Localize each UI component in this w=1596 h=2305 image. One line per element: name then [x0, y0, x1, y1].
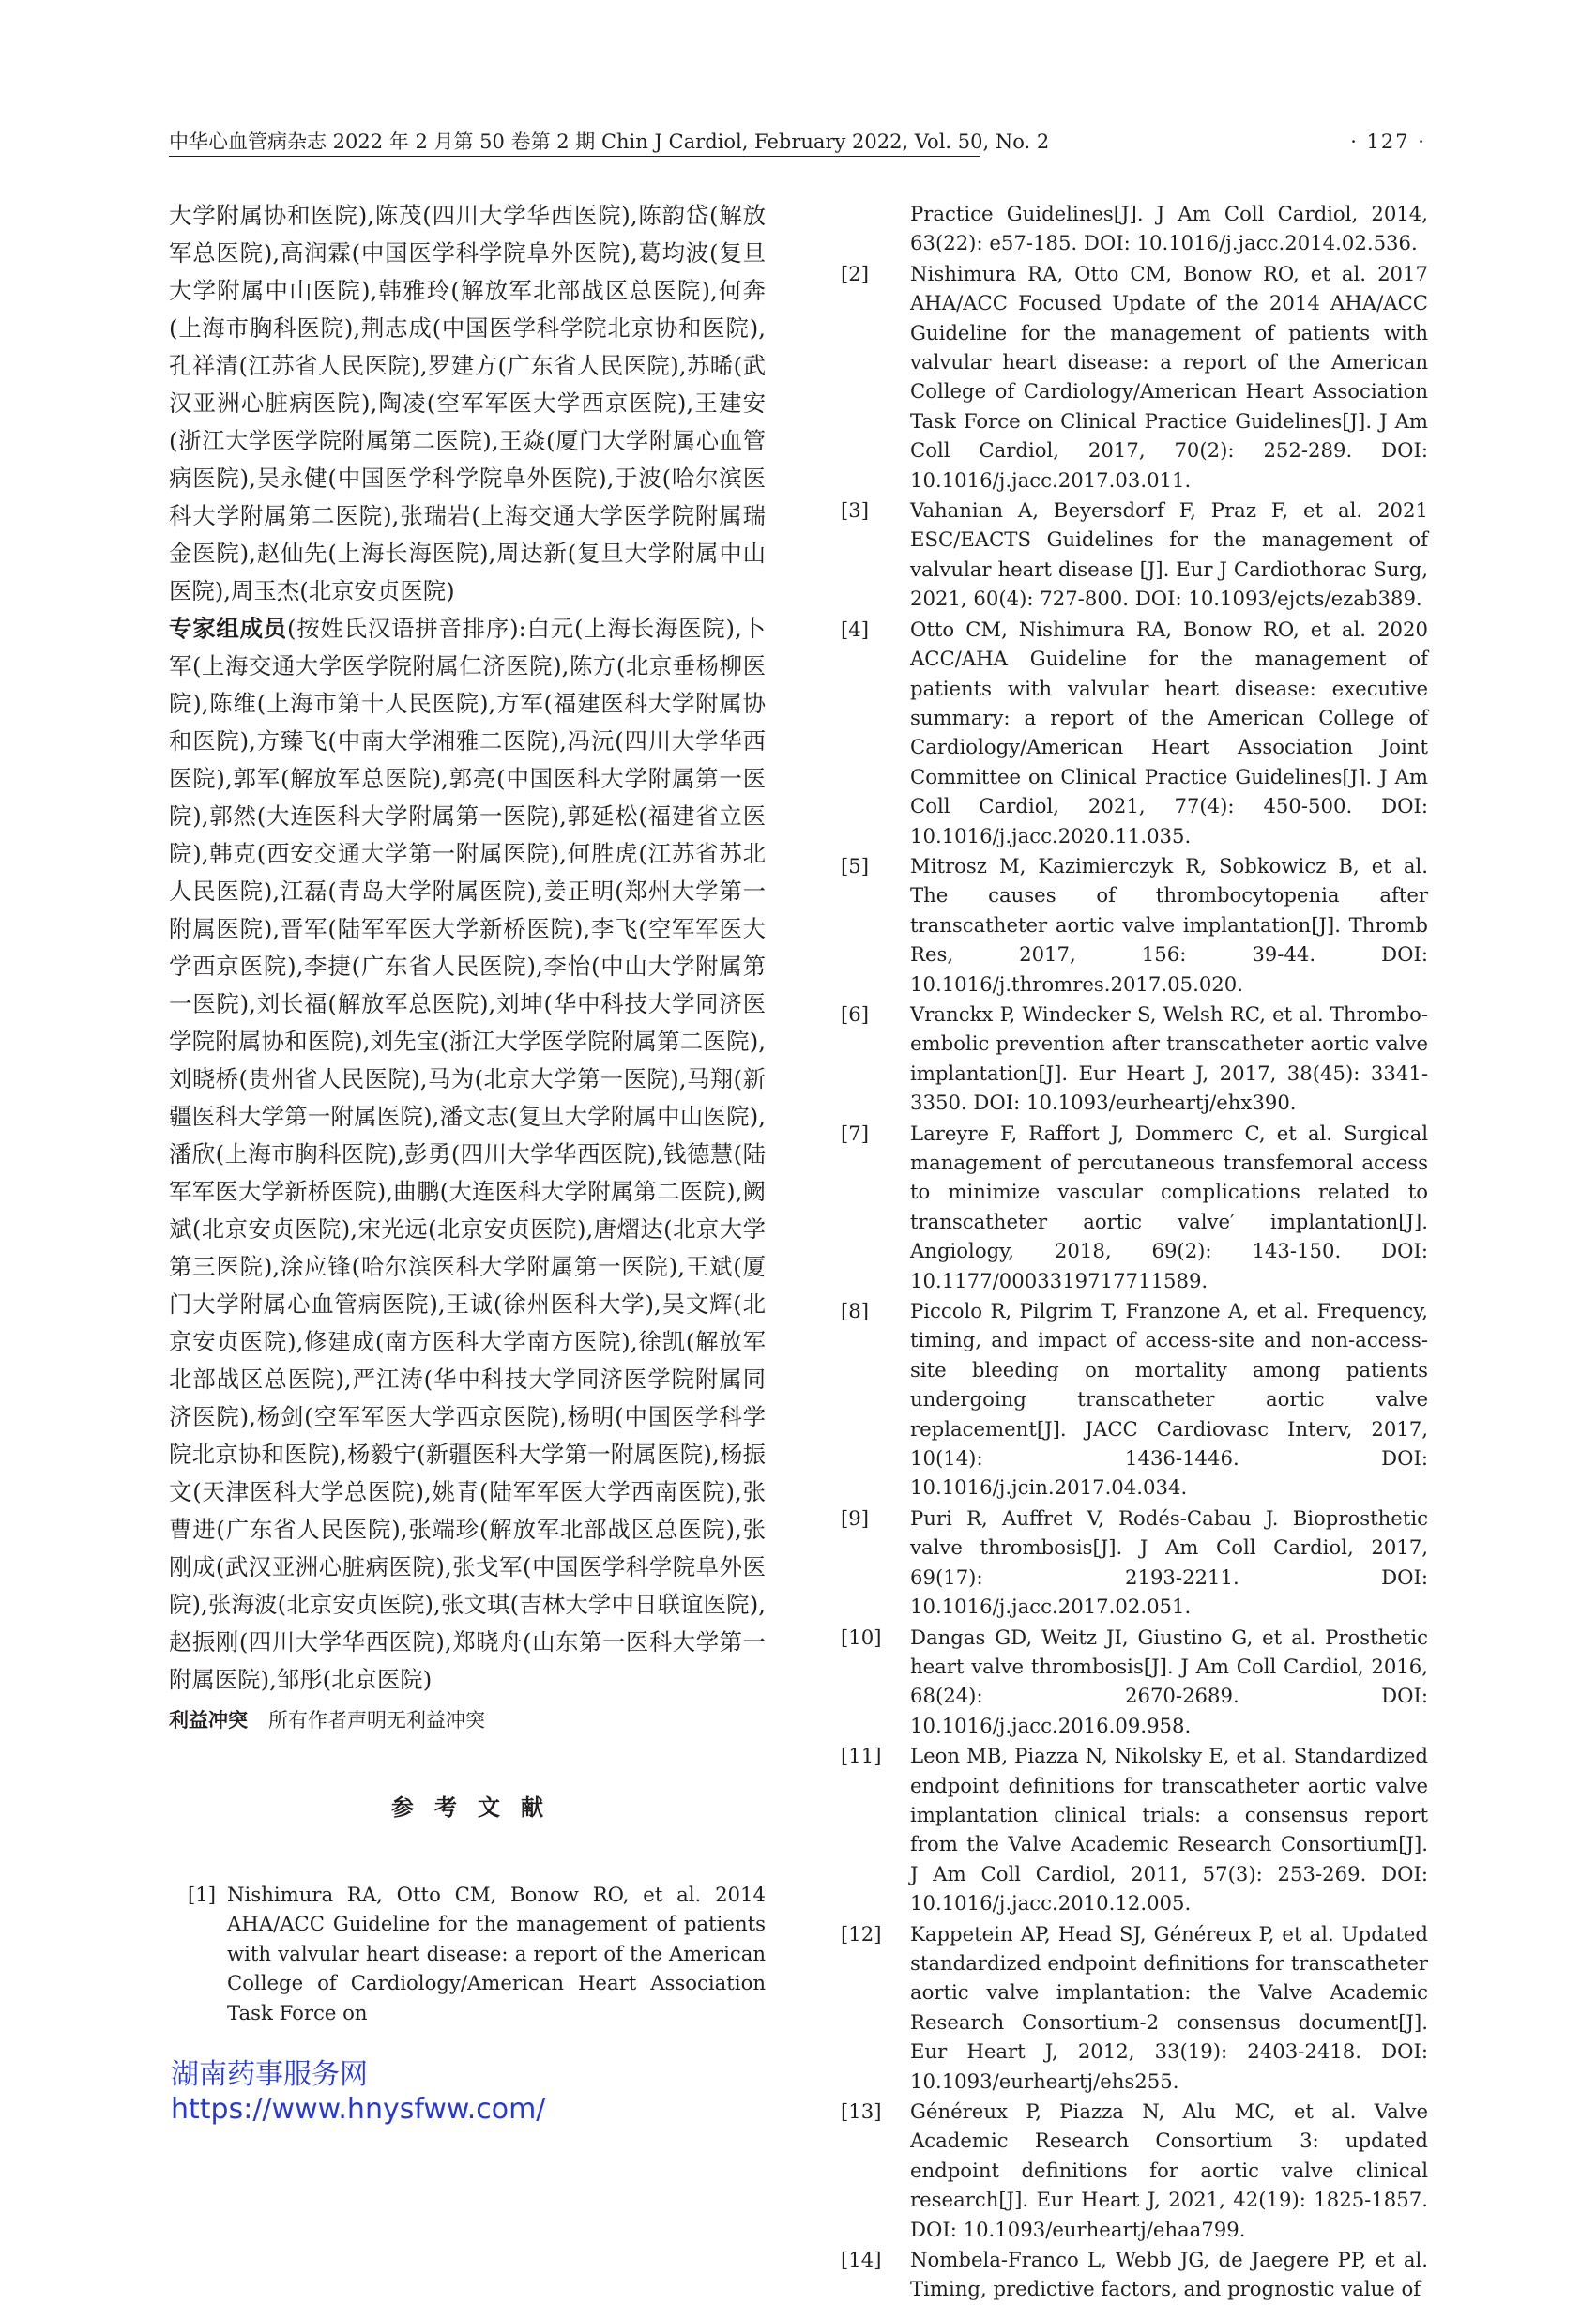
reference-text: Dangas GD, Weitz JI, Giustino G, et al. Prosthetic heart valve thrombosis[J]. J Am Coll Cardiol, 2016, 68(24): 2670-2689. DOI: 10.1016/j.jacc.2016.09.958.: [910, 1625, 1428, 1737]
reference-item: [828, 496, 1428, 614]
reference-item: [828, 851, 1428, 999]
reference-text: Otto CM, Nishimura RA, Bonow RO, et al. 2020 ACC/AHA Guideline for the management of patients with valvular heart disease: executive summary: a report of the American College of Cardiology/American Heart Association Joint Committee on Clinical Practice Guidelines[J]. J Am Coll Cardiol, 2021, 77(4): 450-500. DOI: 10.1016/j.jacc.2020.11.035.: [910, 617, 1428, 847]
site-watermark: [171, 2057, 602, 2127]
reference-text: Nombela-Franco L, Webb JG, de Jaegere PP, et al. Timing, predictive factors, and prognostic value of: [910, 2248, 1428, 2301]
conflict-of-interest: [169, 1702, 766, 1738]
reference-number: [3]: [841, 498, 870, 523]
coi-label: 利益冲突: [169, 1709, 248, 1732]
right-column: [828, 199, 1428, 2305]
reference-item: [828, 259, 1428, 495]
references-title: 参考文献: [391, 1794, 564, 1821]
experts-paragraph: [169, 610, 766, 1699]
reference-item: [828, 615, 1428, 850]
reference-text: Vranckx P, Windecker S, Welsh RC, et al. Thrombo-embolic prevention after transcatheter aortic valve implantation[J]. Eur Heart J, 2017, 38(45): 3341-3350. DOI: 10.1093/eurheartj/ehx390.: [910, 1001, 1428, 1115]
reference-text: Généreux P, Piazza N, Alu MC, et al. Valve Academic Research Consortium 3: updated endpoint definitions for aortic valve clinical research[J]. Eur Heart J, 2021, 42(19): 1825-1857. DOI: 10.1093/eurheartj/ehaa799.: [910, 2099, 1428, 2241]
reference-item: [828, 1504, 1428, 1622]
reference-text: Mitrosz M, Kazimierczyk R, Sobkowicz B, et al. The causes of thrombocytopenia after transcatheter aortic valve implantation[J]. Thromb Res, 2017, 156: 39-44. DOI: 10.1016/j.thromres.2017.05.020.: [910, 853, 1428, 996]
committee-members-text: 大学附属协和医院),陈茂(四川大学华西医院),陈韵岱(解放军总医院),高润霖(中国医学科学院阜外医院),葛均波(复旦大学附属中山医院),韩雅玲(解放军北部战区总医院),何奔(上海市胸科医院),荆志成(中国医学科学院北京协和医院),孔祥清(江苏省人民医院),罗建方(广东省人民医院),苏晞(武汉亚洲心脏病医院),陶凌(空军军医大学西京医院),王建安(浙江大学医学院附属第二医院),王焱(厦门大学附属心血管病医院),吴永健(中国医学科学院阜外医院),于波(哈尔滨医科大学附属第二医院),张瑞岩(上海交通大学医学院附属瑞金医院),赵仙先(上海长海医院),周达新(复旦大学附属中山医院),周玉杰(北京安贞医院): [169, 202, 766, 604]
reference-text: Piccolo R, Pilgrim T, Franzone A, et al. Frequency, timing, and impact of access-site and non-access-site bleeding on mortality among patients undergoing transcatheter aortic valve replacement[J]. JACC Cardiovasc Interv, 2017, 10(14): 1436-1446. DOI: 10.1016/j.jcin.2017.04.034.: [910, 1299, 1428, 1500]
reference-number: [11]: [841, 1744, 882, 1768]
reference-number: [9]: [841, 1505, 870, 1530]
page-number: · 127 ·: [1350, 130, 1426, 153]
reference-item: [169, 1880, 766, 2027]
reference-number: [14]: [841, 2248, 882, 2272]
reference-number: [5]: [841, 853, 870, 878]
reference-item: [828, 1296, 1428, 1503]
reference-item: [828, 1000, 1428, 1118]
reference-item: [828, 2245, 1428, 2304]
coi-text: 所有作者声明无利益冲突: [268, 1709, 485, 1732]
watermark-site-name: 湖南药事服务网: [171, 2058, 368, 2091]
reference-text: Nishimura RA, Otto CM, Bonow RO, et al. 2017 AHA/ACC Focused Update of the 2014 AHA/ACC Guideline for the management of patients with valvular heart disease: a report of the American College of Cardiology/American Heart Association Task Force on Clinical Practice Guidelines[J]. J Am Coll Cardiol, 2017, 70(2): 252-289. DOI: 10.1016/j.jacc.2017.03.011.: [910, 261, 1428, 492]
reference-number: [10]: [841, 1625, 882, 1649]
reference-text: Lareyre F, Raffort J, Dommerc C, et al. Surgical management of percutaneous transfemoral access to minimize vascular complications related to transcatheter aortic valve′ implantation[J]. Angiology, 2018, 69(2): 143-150. DOI: 10.1177/0003319717711589.: [910, 1121, 1428, 1292]
reference-continuation: Practice Guidelines[J]. J Am Coll Cardiol, 2014, 63(22): e57-185. DOI: 10.1016/j.jacc.2014.02.536.: [910, 202, 1428, 255]
reference-text: Puri R, Auffret V, Rodés-Cabau J. Bioprosthetic valve thrombosis[J]. J Am Coll Cardiol, 2017, 69(17): 2193-2211. DOI: 10.1016/j.jacc.2017.02.051.: [910, 1505, 1428, 1619]
reference-number: [7]: [841, 1121, 870, 1145]
reference-item: [828, 1919, 1428, 2096]
reference-number: [4]: [841, 617, 870, 641]
reference-number: [1]: [188, 1883, 217, 1906]
reference-item: [828, 1623, 1428, 1741]
reference-text: Nishimura RA, Otto CM, Bonow RO, et al. 2014 AHA/ACC Guideline for the management of patients with valvular heart disease: a report of the American College of Cardiology/American Heart Association Task Force on: [227, 1883, 766, 2024]
experts-text: (按姓氏汉语拼音排序):白元(上海长海医院),卜军(上海交通大学医学院附属仁济医院),陈方(北京垂杨柳医院),陈维(上海市第十人民医院),方军(福建医科大学附属协和医院),方臻飞(中南大学湘雅二医院),冯沅(四川大学华西医院),郭军(解放军总医院),郭亮(中国医科大学附属第一医院),郭然(大连医科大学附属第一医院),郭延松(福建省立医院),韩克(西安交通大学第一附属医院),何胜虎(江苏省苏北人民医院),江磊(青岛大学附属医院),姜正明(郑州大学第一附属医院),晋军(陆军军医大学新桥医院),李飞(空军军医大学西京医院),李捷(广东省人民医院),李怡(中山大学附属第一医院),刘长福(解放军总医院),刘坤(华中科技大学同济医学院附属协和医院),刘先宝(浙江大学医学院附属第二医院),刘晓桥(贵州省人民医院),马为(北京大学第一医院),马翔(新疆医科大学第一附属医院),潘文志(复旦大学附属中山医院),潘欣(上海市胸科医院),彭勇(四川大学华西医院),钱德慧(陆军军医大学新桥医院),曲鹏(大连医科大学附属第二医院),阙斌(北京安贞医院),宋光远(北京安贞医院),唐熠达(北京大学第三医院),涂应锋(哈尔滨医科大学附属第一医院),王斌(厦门大学附属心血管病医院),王诚(徐州医科大学),吴文辉(北京安贞医院),修建成(南方医科大学南方医院),徐凯(解放军北部战区总医院),严江涛(华中科技大学同济医学院附属同济医院),杨剑(空军军医大学西京医院),杨明(中国医学科学院北京协和医院),杨毅宁(新疆医科大学第一附属医院),杨振文(天津医科大学总医院),姚青(陆军军医大学西南医院),张曹进(广东省人民医院),张端珍(解放军北部战区总医院),张刚成(武汉亚洲心脏病医院),张戈军(中国医学科学院阜外医院),张海波(北京安贞医院),张文琪(吉林大学中日联谊医院),赵振刚(四川大学华西医院),郑晓舟(山东第一医科大学第一附属医院),邹彤(北京医院): [169, 615, 766, 1693]
reference-text: Kappetein AP, Head SJ, Généreux P, et al. Updated standardized endpoint definitions for transcatheter aortic valve implantation: the Valve Academic Research Consortium-2 consensus document[J]. Eur Heart J, 2012, 33(19): 2403-2418. DOI: 10.1093/eurheartj/ehs255.: [910, 1921, 1428, 2093]
journal-citation: 中华心血管病杂志 2022 年 2 月第 50 卷第 2 期 Chin J Cardiol, February 2022, Vol. 50, No. 2: [169, 130, 1050, 153]
reference-number: [12]: [841, 1921, 882, 1946]
watermark-url: https://www.hnysfww.com/: [171, 2093, 546, 2126]
running-header: [169, 126, 1426, 160]
reference-number: [6]: [841, 1001, 870, 1026]
reference-number: [13]: [841, 2099, 882, 2123]
experts-label: 专家组成员: [169, 615, 287, 642]
reference-list: [828, 259, 1428, 2304]
reference-text: Vahanian A, Beyersdorf F, Praz F, et al. 2021 ESC/EACTS Guidelines for the management of valvular heart disease [J]. Eur J Cardiothorac Surg, 2021, 60(4): 727-800. DOI: 10.1093/ejcts/ezab389.: [910, 498, 1428, 611]
reference-item: [828, 1119, 1428, 1295]
reference-number: [8]: [841, 1299, 870, 1323]
reference-item: [828, 2097, 1428, 2244]
reference-text: Leon MB, Piazza N, Nikolsky E, et al. Standardized endpoint definitions for transcatheter aortic valve implantation clinical trials: a consensus report from the Valve Academic Research Consortium[J]. J Am Coll Cardiol, 2011, 57(3): 253-269. DOI: 10.1016/j.jacc.2010.12.005.: [910, 1744, 1428, 1916]
reference-number: [2]: [841, 261, 870, 285]
header-rule: [169, 156, 980, 157]
left-column: [169, 197, 766, 2028]
reference-item: [828, 1741, 1428, 1917]
